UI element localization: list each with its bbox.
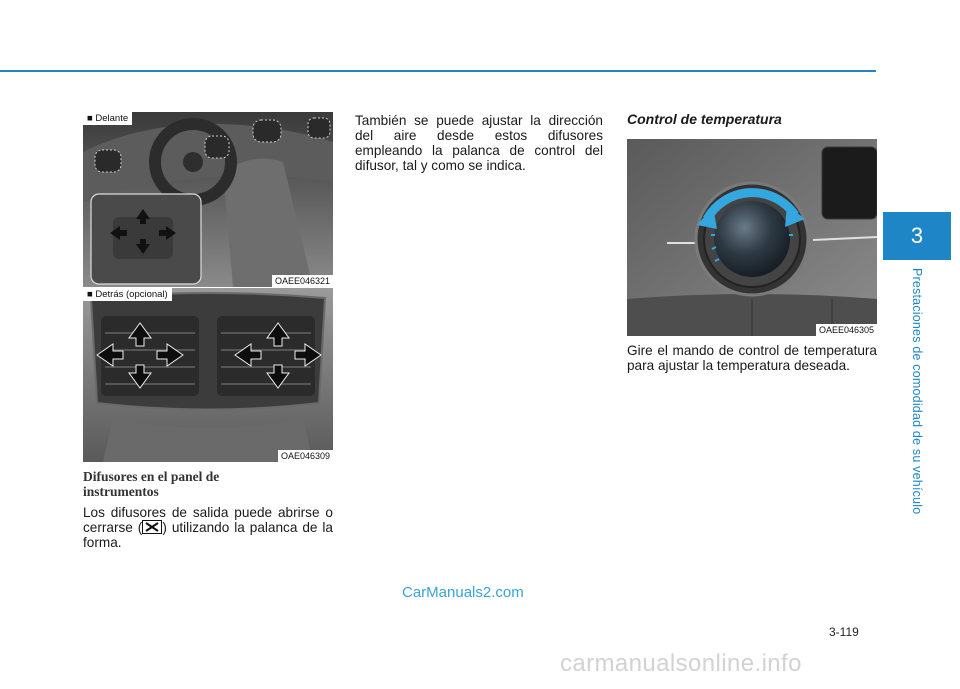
front-figure-caption: ■ Delante — [83, 112, 132, 125]
watermark-carmanuals2: CarManuals2.com — [402, 584, 524, 601]
vents-text-after: ) utilizando la palanca de la forma. — [83, 520, 333, 550]
page-number: 3-119 — [829, 625, 859, 639]
section-text-vents — [83, 505, 333, 550]
chapter-tab — [883, 212, 951, 260]
rear-figure-code: OAE046309 — [278, 450, 333, 462]
watermark-carmanualsonline: carmanualsonline.info — [560, 650, 802, 677]
rear-figure-caption: ■ Detrás (opcional) — [83, 288, 172, 301]
front-figure-code: OAEE046321 — [272, 275, 333, 287]
front-vents-illustration — [83, 112, 333, 287]
cross-box-icon — [142, 520, 162, 534]
top-rule — [0, 70, 876, 72]
section-heading-temperature: Control de temperatura — [627, 111, 782, 127]
rear-vents-figure — [83, 288, 333, 462]
section-text-temperature: Gire el mando de control de temperatura para ajustar la temperatura deseada. — [627, 343, 877, 373]
temperature-knob-figure — [627, 139, 877, 336]
vents-text-before: Los difusores de salida puede abrirse o cerrarse ( — [83, 505, 333, 535]
section-heading-vents: Difusores en el panel de instrumentos — [83, 469, 220, 499]
temperature-knob-illustration — [627, 139, 877, 336]
column2-text: También se puede ajustar la dirección del aire desde estos difusores empleando la palanca de control del difusor, tal y como se indica. — [355, 113, 603, 173]
rear-vents-illustration — [83, 288, 333, 462]
front-vents-figure — [83, 112, 333, 287]
temp-figure-code: OAEE046305 — [816, 324, 877, 336]
chapter-number: 3 — [910, 223, 924, 248]
chapter-title: Prestaciones de comodidad de su vehículo — [910, 268, 924, 515]
